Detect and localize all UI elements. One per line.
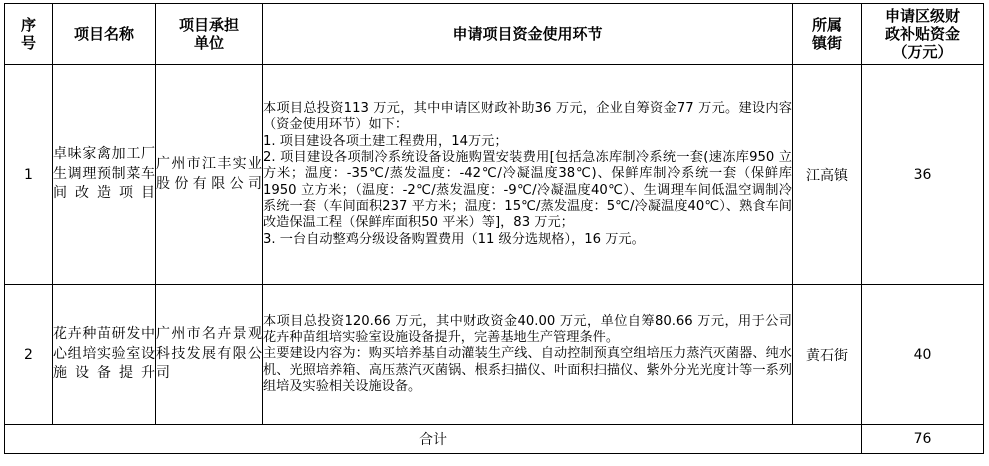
usage-paragraph: 本项目总投资120.66 万元，其中财政资金40.00 万元，单位自筹80.66 万元，用于公司花卉种苗组培实验室设施设备提升，完善基地生产管理条件。 bbox=[263, 313, 792, 346]
row-seq: 1 bbox=[5, 65, 53, 285]
header-amount: 申请区级财政补贴资金（万元） bbox=[862, 4, 984, 65]
header-undertaker: 项目承担单位 bbox=[156, 4, 263, 65]
usage-paragraph: 1. 项目建设各项土建工程费用，14万元； bbox=[263, 133, 508, 149]
funding-table bbox=[4, 3, 984, 454]
header-project-name: 项目名称 bbox=[53, 4, 156, 65]
row-seq: 2 bbox=[5, 285, 53, 425]
total-label: 合计 bbox=[5, 425, 862, 454]
usage-paragraph: 2. 项目建设各项制冷系统设备设施购置安装费用[包括急冻库制冷系统一套(速冻库950 立方米；温度：-35℃/蒸发温度：-42℃/冷凝温度38℃)、保鲜库制冷系统一套（保鲜库1950 立方米；（温度：-2℃/蒸发温度：-9℃/冷凝温度40℃）、生调理车间低温空调制冷系统一套（车间面积237 平方米；温度：15℃/蒸发温度：5℃/冷凝温度40℃）、熟食车间改造保温工程（保鲜库面积50 平米）等]，83 万元； bbox=[263, 150, 792, 231]
usage-paragraph: 3. 一台自动整鸡分级设备购置费用（11 级分选规格），16 万元。 bbox=[263, 231, 645, 247]
row-amount: 40 bbox=[862, 285, 984, 425]
row-project-name: 花卉种苗研发中心组培实验室设施设备提升 bbox=[53, 285, 156, 425]
row-town: 黄石街 bbox=[793, 285, 862, 425]
total-amount: 76 bbox=[862, 425, 984, 454]
total-row bbox=[5, 425, 984, 454]
row-undertaker: 广州市江丰实业股份有限公司 bbox=[156, 65, 263, 285]
row-undertaker: 广州市名卉景观科技发展有限公司 bbox=[156, 285, 263, 425]
usage-paragraph: 本项目总投资113 万元，其中申请区财政补助36 万元，企业自筹资金77 万元。建设内容（资金使用环节）如下： bbox=[263, 101, 792, 133]
header-town: 所属镇街 bbox=[793, 4, 862, 65]
row-amount: 36 bbox=[862, 65, 984, 285]
table-row bbox=[5, 285, 984, 425]
header-seq: 序号 bbox=[5, 4, 53, 65]
usage-paragraph: 主要建设内容为：购买培养基自动灌装生产线、自动控制预真空组培压力蒸汽灭菌器、纯水机、光照培养箱、高压蒸汽灭菌锅、根系扫描仪、叶面积扫描仪、紫外分光光度计等一系列组培及实验相关设施设备。 bbox=[263, 346, 792, 394]
row-usage bbox=[263, 285, 793, 425]
row-project-name: 卓味家禽加工厂生调理预制菜车间改造项目 bbox=[53, 65, 156, 285]
row-town: 江高镇 bbox=[793, 65, 862, 285]
row-usage bbox=[263, 65, 793, 285]
table-row bbox=[5, 65, 984, 285]
header-row bbox=[5, 4, 984, 65]
header-usage: 申请项目资金使用环节 bbox=[263, 4, 793, 65]
